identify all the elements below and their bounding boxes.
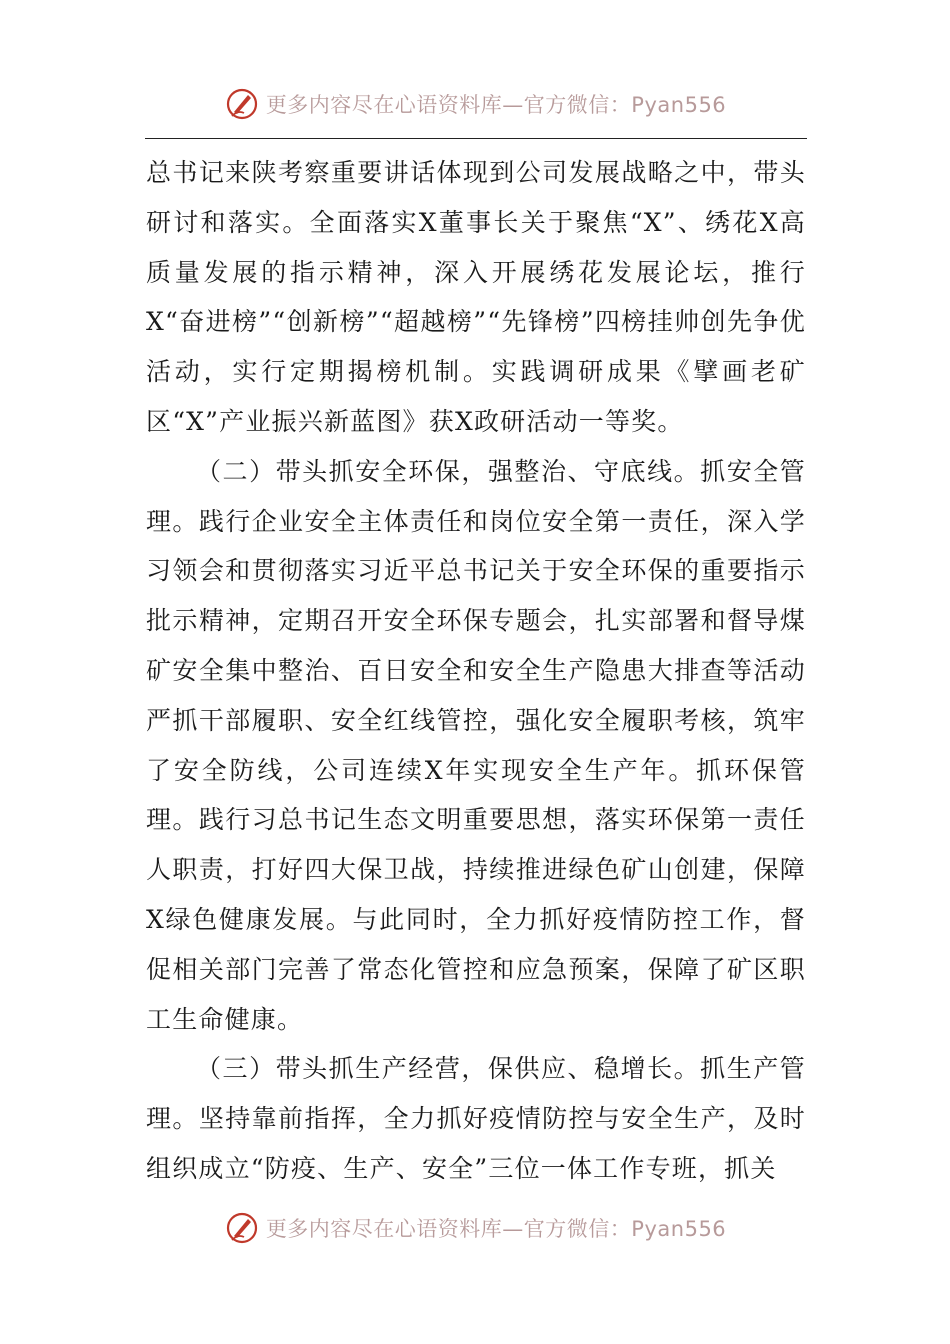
- paragraph-3: （三）带头抓生产经营，保供应、稳增长。抓生产管理。坚持靠前指挥，全力抓好疫情防控与安全生产，及时组织成立“防疫、生产、安全”三位一体工作专班，抓关: [146, 1054, 806, 1183]
- paragraph-1: 总书记来陕考察重要讲话体现到公司发展战略之中，带头研讨和落实。全面落实X董事长关于聚焦“X”、绣花X高质量发展的指示精神，深入开展绣花发展论坛，推行X“奋进榜”“创新榜”“超越榜”“先锋榜”四榜挂帅创先争优活动，实行定期揭榜机制。实践调研成果《擘画老矿区“X”产业振兴新蓝图》获X政研活动一等奖。: [146, 158, 806, 436]
- pen-seal-icon: [224, 1210, 260, 1246]
- pen-seal-icon: [224, 86, 260, 122]
- watermark-text: 更多内容尽在心语资料库—官方微信：Pyan556: [265, 93, 727, 117]
- header-watermark: [0, 84, 950, 124]
- paragraph-2: （二）带头抓安全环保，强整治、守底线。抓安全管理。践行企业安全主体责任和岗位安全第一责任，深入学习领会和贯彻落实习近平总书记关于安全环保的重要指示批示精神，定期召开安全环保专题会，扎实部署和督导煤矿安全集中整治、百日安全和安全生产隐患大排查等活动严抓干部履职、安全红线管控，强化安全履职考核，筑牢了安全防线，公司连续X年实现安全生产年。抓环保管理。践行习总书记生态文明重要思想，落实环保第一责任人职责，打好四大保卫战，持续推进绿色矿山创建，保障X绿色健康发展。与此同时，全力抓好疫情防控工作，督促相关部门完善了常态化管控和应急预案，保障了矿区职工生命健康。: [146, 456, 806, 1034]
- document-body: [146, 148, 806, 1194]
- watermark-text: 更多内容尽在心语资料库—官方微信：Pyan556: [265, 1217, 727, 1241]
- footer-watermark: [0, 1208, 950, 1248]
- header-divider: [145, 138, 807, 139]
